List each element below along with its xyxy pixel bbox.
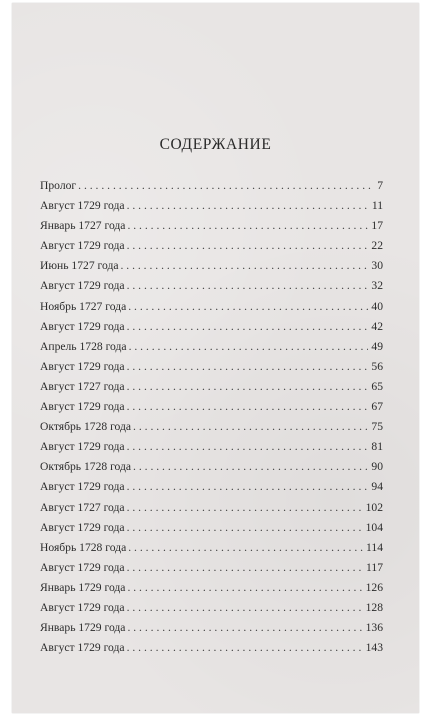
toc-dot-leader xyxy=(120,259,368,272)
toc-dot-leader xyxy=(127,380,369,393)
toc-dot-leader xyxy=(127,279,369,292)
toc-dot-leader xyxy=(133,460,368,473)
toc-entry xyxy=(40,581,383,601)
toc-entry xyxy=(40,340,383,360)
toc-entry-page-number: 30 xyxy=(371,259,383,273)
toc-entry-page-number: 22 xyxy=(371,239,383,253)
toc-entry xyxy=(40,561,383,581)
toc-dot-leader xyxy=(127,561,363,574)
toc-entry-label: Август 1729 года xyxy=(40,239,125,253)
toc-dot-leader xyxy=(127,601,363,614)
toc-entry-label: Ноябрь 1728 года xyxy=(40,540,127,554)
toc-dot-leader xyxy=(133,420,368,433)
toc-entry xyxy=(40,501,383,521)
toc-entry-page-number: 81 xyxy=(371,440,383,454)
toc-entry-page-number: 136 xyxy=(365,621,383,635)
toc-entry-label: Август 1729 года xyxy=(40,359,125,373)
toc-entry-label: Октябрь 1728 года xyxy=(40,420,132,434)
toc-dot-leader xyxy=(128,300,368,313)
toc-dot-leader xyxy=(127,360,369,373)
toc-entry-page-number: 56 xyxy=(371,359,383,373)
toc-entry xyxy=(40,199,383,219)
toc-entry xyxy=(40,380,383,400)
toc-entry xyxy=(40,320,383,340)
toc-entry xyxy=(40,440,383,460)
toc-dot-leader xyxy=(127,501,363,514)
toc-entry-page-number: 17 xyxy=(371,219,383,233)
toc-entry xyxy=(40,420,383,440)
toc-entry-label: Январь 1729 года xyxy=(40,580,126,594)
toc-entry-label: Август 1729 года xyxy=(40,520,125,534)
toc-entry-page-number: 75 xyxy=(371,420,383,434)
toc-dot-leader xyxy=(78,179,374,192)
toc-entry-label: Август 1729 года xyxy=(40,199,125,213)
toc-entry-page-number: 102 xyxy=(365,500,383,514)
page-title: СОДЕРЖАНИЕ xyxy=(159,136,272,153)
toc-entry-label: Август 1729 года xyxy=(40,560,125,574)
toc-entry-page-number: 90 xyxy=(371,460,383,474)
toc-entry xyxy=(40,541,383,561)
toc-entry-label: Август 1727 года xyxy=(40,500,125,514)
book-page xyxy=(12,3,419,713)
toc-entry xyxy=(40,641,383,661)
toc-entry-page-number: 7 xyxy=(377,179,383,192)
toc-entry xyxy=(40,601,383,621)
toc-entry xyxy=(40,239,383,259)
toc-entry-label: Август 1729 года xyxy=(40,319,125,333)
toc-dot-leader xyxy=(127,239,369,252)
toc-entry-page-number: 65 xyxy=(371,379,383,393)
toc-entry-label: Август 1727 года xyxy=(40,379,125,393)
toc-entry xyxy=(40,219,383,239)
toc-entry xyxy=(40,400,383,420)
toc-entry-page-number: 42 xyxy=(371,319,383,333)
toc-entry-label: Август 1729 года xyxy=(40,400,125,414)
toc-entry-label: Ноябрь 1727 года xyxy=(40,299,127,313)
toc-entry-label: Август 1729 года xyxy=(40,440,125,454)
toc-dot-leader xyxy=(127,199,369,212)
toc-dot-leader xyxy=(127,400,369,413)
toc-entry xyxy=(40,521,383,541)
toc-entry-label: Пролог xyxy=(40,179,77,192)
toc-entry xyxy=(40,279,383,299)
toc-entry-page-number: 114 xyxy=(366,540,383,554)
toc-entry xyxy=(40,621,383,641)
toc-dot-leader xyxy=(127,621,362,634)
toc-entry xyxy=(40,460,383,480)
toc-entry-label: Октябрь 1728 года xyxy=(40,460,132,474)
toc-dot-leader xyxy=(127,641,363,654)
toc-entry-label: Август 1729 года xyxy=(40,600,125,614)
toc-entry-page-number: 128 xyxy=(365,600,383,614)
toc-entry-page-number: 67 xyxy=(371,400,383,414)
toc-entry-label: Август 1729 года xyxy=(40,641,125,655)
toc-dot-leader xyxy=(127,480,369,493)
toc-entry xyxy=(40,179,383,199)
toc-entry-label: Апрель 1728 года xyxy=(40,339,127,353)
toc-dot-leader xyxy=(128,541,363,554)
toc-entry-page-number: 49 xyxy=(371,339,383,353)
toc-entry-label: Август 1729 года xyxy=(40,279,125,293)
toc-entry-page-number: 40 xyxy=(371,299,383,313)
toc-entry-label: Январь 1729 года xyxy=(40,621,126,635)
toc-entry-label: Август 1729 года xyxy=(40,480,125,494)
toc-dot-leader xyxy=(127,320,369,333)
toc-entry xyxy=(40,360,383,380)
toc-entry-label: Июнь 1727 года xyxy=(40,259,119,273)
toc-dot-leader xyxy=(129,340,369,353)
toc-entry-page-number: 32 xyxy=(371,279,383,293)
toc-entry-page-number: 126 xyxy=(365,580,383,594)
toc-entry-page-number: 117 xyxy=(366,560,383,574)
toc-entry-page-number: 94 xyxy=(371,480,383,494)
toc-dot-leader xyxy=(127,440,369,453)
toc-entry xyxy=(40,300,383,320)
toc-dot-leader xyxy=(127,219,368,232)
table-of-contents xyxy=(40,179,383,661)
toc-entry-page-number: 143 xyxy=(365,641,383,655)
toc-entry xyxy=(40,480,383,500)
toc-entry-page-number: 11 xyxy=(371,199,383,213)
toc-entry-page-number: 104 xyxy=(365,520,383,534)
toc-dot-leader xyxy=(127,581,362,594)
toc-entry xyxy=(40,259,383,279)
toc-dot-leader xyxy=(127,521,363,534)
toc-entry-label: Январь 1727 года xyxy=(40,219,126,233)
